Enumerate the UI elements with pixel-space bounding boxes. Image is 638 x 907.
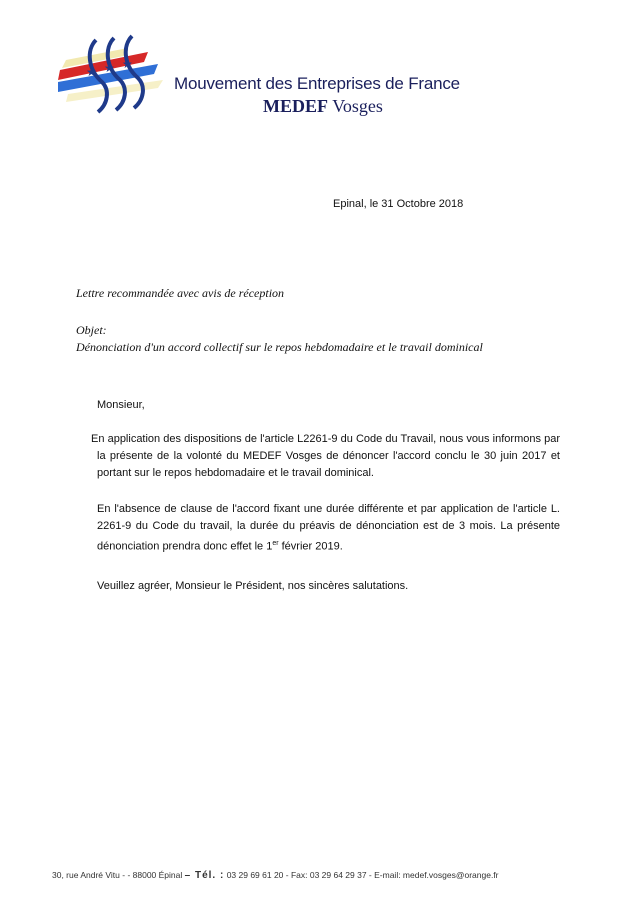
paragraph-2-text: En l'absence de clause de l'accord fixant une durée différente et par application de l'article L. 2261-9 du Code du travail, la durée du préavis de dénonciation est de 3 mois. La présente dénonciation prendra donc effet le 1 xyxy=(97,503,560,553)
svg-text:★: ★ xyxy=(104,61,115,75)
footer-contact: 03 29 69 61 20 - Fax: 03 29 64 29 37 - E-mail: medef.vosges@orange.fr xyxy=(224,870,499,880)
paragraph-2-end: février 2019. xyxy=(278,540,343,553)
paragraph-2 xyxy=(97,501,560,556)
salutation: Monsieur, xyxy=(97,399,145,411)
svg-text:★: ★ xyxy=(122,57,133,71)
subject-text: Dénonciation d'un accord collectif sur le repos hebdomadaire et le travail dominical xyxy=(76,340,483,354)
org-subtitle xyxy=(263,96,383,117)
date-line: Epinal, le 31 Octobre 2018 xyxy=(333,198,464,210)
paragraph-2-sup: er xyxy=(272,540,279,547)
closing-paragraph: Veuillez agréer, Monsieur le Président, nos sincères salutations. xyxy=(97,580,409,592)
delivery-mode: Lettre recommandée avec avis de réception xyxy=(76,286,285,300)
footer-address: 30, rue André Vitu - - 88000 Épinal xyxy=(52,870,183,880)
footer xyxy=(52,870,592,881)
org-name: Mouvement des Entreprises de France xyxy=(174,74,460,93)
footer-tel-label: – Tél. : xyxy=(184,870,225,881)
org-region: Vosges xyxy=(332,96,383,116)
org-short: MEDEF xyxy=(263,96,328,116)
svg-text:★: ★ xyxy=(86,65,97,79)
paragraph-1: En application des dispositions de l'article L2261-9 du Code du Travail, nous vous informons par la présente de la volonté du MEDEF Vosges de dénoncer l'accord conclu le 30 juin 2017 et portant sur le repos hebdomadaire et le travail dominical. xyxy=(91,433,560,479)
subject-label: Objet: xyxy=(76,323,107,337)
medef-logo xyxy=(58,30,178,120)
